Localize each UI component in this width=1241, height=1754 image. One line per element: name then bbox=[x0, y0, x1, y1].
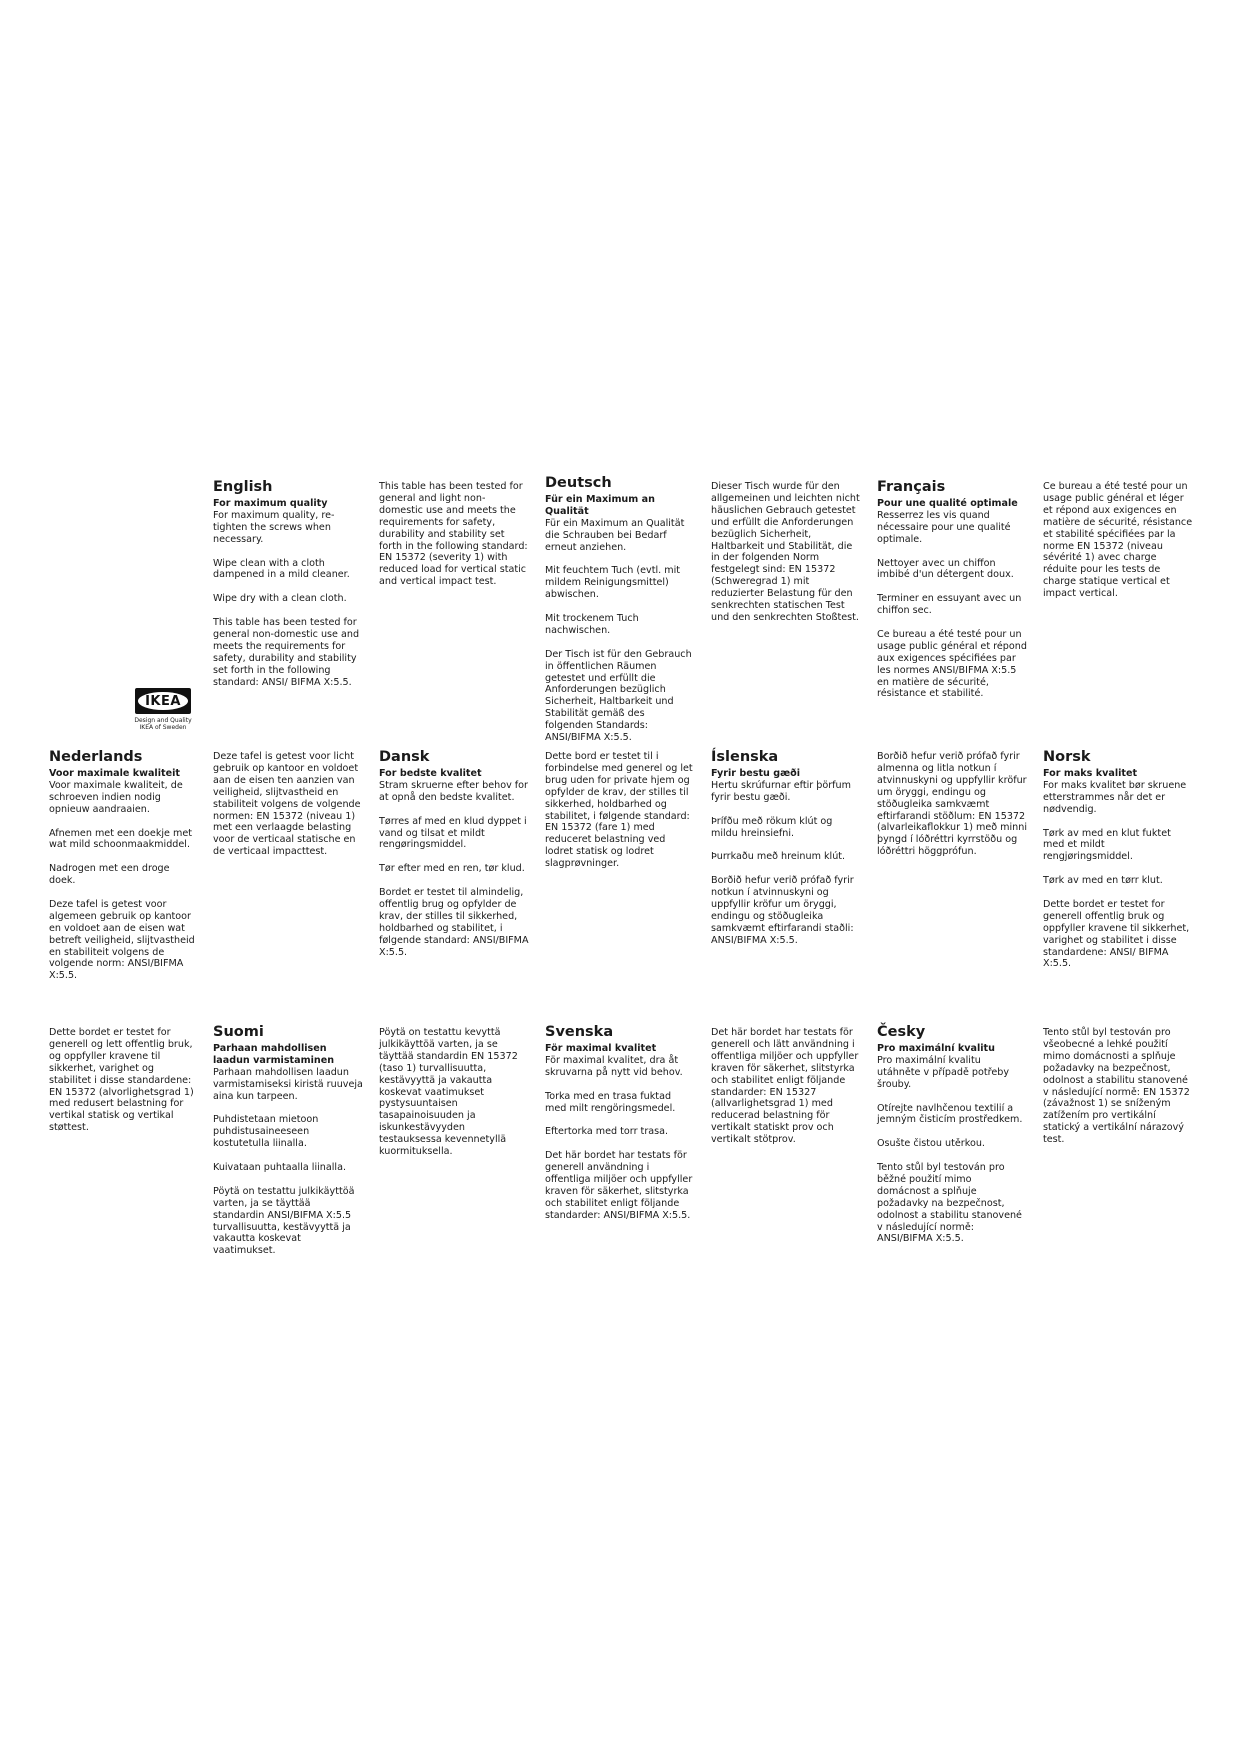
logo-tagline-2: IKEA of Sweden bbox=[139, 724, 187, 731]
english-continued-section bbox=[379, 481, 529, 588]
francais-heading: Français bbox=[877, 479, 946, 495]
suomi-paragraph-1: Parhaan mahdollisen laadun varmistamiseksi kiristä ruuveja aina kun tarpeen. bbox=[213, 1066, 363, 1102]
svenska-paragraph-4: Det här bordet har testats för generell användning i offentliga miljöer och uppfyller kraven för säkerhet, slitstyrka och stabilitet enligt följande standarder: ANSI/BIFMA X:5.5. bbox=[545, 1150, 693, 1221]
english-paragraph-1: For maximum quality, re-tighten the screws when necessary. bbox=[213, 509, 335, 545]
dansk-paragraph-3: Tør efter med en ren, tør klud. bbox=[379, 863, 525, 875]
cesky-continued-section bbox=[1043, 1027, 1193, 1146]
ikea-logo-text: IKEA bbox=[145, 693, 181, 709]
english-heading: English bbox=[213, 479, 273, 495]
svenska-heading: Svenska bbox=[545, 1024, 614, 1040]
cesky-continued-paragraph: Tento stůl byl testován pro všeobecné a lehké použití mimo domácnosti a splňuje požadavky na bezpečnost, odolnost a stabilitu stanovené v následující normě: EN 15372 (závažnost 1) se sníženým zatížením pro vertikální statický a vertikální nárazový test. bbox=[1043, 1027, 1190, 1146]
cesky-subheading: Pro maximální kvalitu bbox=[877, 1043, 995, 1054]
francais-continued-section bbox=[1043, 481, 1193, 600]
norsk-continued-section bbox=[49, 1027, 199, 1134]
cesky-section bbox=[877, 1023, 1027, 1245]
deutsch-paragraph-3: Mit trockenem Tuch nachwischen. bbox=[545, 613, 639, 636]
suomi-paragraph-4: Pöytä on testattu julkikäyttöä varten, ja se täyttää standardin ANSI/BIFMA X:5.5 turvallisuutta, kestävyyttä ja vakautta koskevat vaatimukset. bbox=[213, 1185, 355, 1257]
nederlands-paragraph-2: Afnemen met een doekje met wat mild schoonmaakmiddel. bbox=[49, 827, 192, 851]
cesky-paragraph-3: Osušte čistou utěrkou. bbox=[877, 1138, 985, 1150]
norsk-paragraph-3: Tørk av med en tørr klut. bbox=[1043, 875, 1163, 887]
islenska-subheading: Fyrir bestu gæði bbox=[711, 768, 801, 779]
francais-continued-paragraph: Ce bureau a été testé pour un usage public général et léger et répond aux exigences en matière de sécurité, résistance et stabilité spécifiées par la norme EN 15372 (niveau sévérité 1) avec charge réduite pour les tests de charge statique vertical et impact vertical. bbox=[1043, 481, 1193, 600]
francais-paragraph-2: Nettoyer avec un chiffon imbibé d'un détergent doux. bbox=[877, 557, 1014, 581]
nederlands-continued-paragraph: Deze tafel is getest voor licht gebruik op kantoor en voldoet aan de eisen ten aanzien van veiligheid, slijtvastheid en stabiliteit volgens de volgende normen: EN 15372 (niveau 1) met een verlaagde belasting voor de verticaal statische en de verticaal impacttest. bbox=[213, 751, 361, 858]
svenska-paragraph-1: För maximal kvalitet, dra åt skruvarna på nytt vid behov. bbox=[545, 1054, 683, 1078]
dansk-paragraph-4: Bordet er testet til almindelig, offentlig brug og opfylder de krav, der stilles til sikkerhed, holdbarhed og stabilitet, i følgende standard: ANSI/BIFMA X:5.5. bbox=[379, 887, 529, 958]
svenska-continued-section bbox=[711, 1027, 861, 1146]
cesky-paragraph-2: Otírejte navlhčenou textilií a jemným čisticím prostředkem. bbox=[877, 1102, 1023, 1126]
francais-section bbox=[877, 478, 1027, 700]
svenska-continued-paragraph: Det här bordet har testats för generell och lätt användning i offentliga miljöer och uppfyller kraven för säkerhet, slitstyrka och stabilitet enligt följande standarder: EN 15327 (allvarlighetsgrad 1) med reducerad belastning för vertikalt statiskt prov och vertikalt stötprov. bbox=[711, 1027, 859, 1146]
nederlands-paragraph-4: Deze tafel is getest voor algemeen gebruik op kantoor en voldoet aan de eisen wat betreft veiligheid, slijtvastheid en stabiliteit volgens de volgende norm: ANSI/BIFMA X:5.5. bbox=[49, 898, 195, 982]
islenska-continued-section bbox=[877, 751, 1027, 858]
deutsch-paragraph-4: Der Tisch ist für den Gebrauch in öffentlichen Räumen getestet und erfüllt die Anforderungen bezüglich Sicherheit, Haltbarkeit und Stabilität gemäß des folgenden Standards: ANSI/BIFMA X:5.5. bbox=[545, 648, 692, 744]
francais-subheading: Pour une qualité optimale bbox=[877, 498, 1018, 509]
svenska-section bbox=[545, 1023, 695, 1222]
norsk-heading: Norsk bbox=[1043, 749, 1091, 765]
svenska-paragraph-2: Torka med en trasa fuktad med milt rengöringsmedel. bbox=[545, 1090, 676, 1114]
nederlands-heading: Nederlands bbox=[49, 749, 143, 765]
francais-paragraph-3: Terminer en essuyant avec un chiffon sec. bbox=[877, 593, 1022, 617]
suomi-section bbox=[213, 1023, 363, 1257]
francais-paragraph-1: Resserrez les vis quand nécessaire pour une qualité optimale. bbox=[877, 509, 1011, 545]
deutsch-subheading: Für ein Maximum an Qualität bbox=[545, 494, 655, 517]
norsk-continued-paragraph: Dette bordet er testet for generell og lett offentlig bruk, og oppfyller kravene til sikkerhet, varighet og stabilitet i disse standardene: EN 15372 (alvorlighetsgrad 1) med redusert belastning for vertikal statisk og vertikal støttest. bbox=[49, 1027, 194, 1134]
norsk-paragraph-4: Dette bordet er testet for generell offentlig bruk og oppfyller kravene til sikkerhet, varighet og stabilitet i disse standardene: ANSI/ BIFMA X:5.5. bbox=[1043, 898, 1190, 970]
deutsch-paragraph-1: Für ein Maximum an Qualität die Schrauben bei Bedarf erneut anziehen. bbox=[545, 517, 685, 553]
nederlands-continued-section bbox=[213, 751, 363, 858]
dansk-subheading: For bedste kvalitet bbox=[379, 768, 482, 779]
ikea-logo bbox=[133, 688, 193, 731]
deutsch-continued-paragraph: Dieser Tisch wurde für den allgemeinen und leichten nicht häuslichen Gebrauch getestet und erfüllt die Anforderungen bezüglich Sicherheit, Haltbarkeit und Stabilität, die in der folgenden Norm festgelegt sind: EN 15372 (Schweregrad 1) mit reduzierter Belastung für den senkrechten statischen Test und den senkrechten Stoßtest. bbox=[711, 481, 860, 623]
ikea-logo-mark bbox=[135, 688, 191, 714]
dansk-continued-section bbox=[545, 751, 695, 870]
logo-tagline-1: Design and Quality bbox=[134, 717, 192, 724]
cesky-heading: Česky bbox=[877, 1024, 926, 1040]
english-paragraph-3: Wipe dry with a clean cloth. bbox=[213, 593, 347, 605]
norsk-section bbox=[1043, 748, 1193, 970]
english-paragraph-4: This table has been tested for general non-domestic use and meets the requirements for safety, durability and stability set forth in the following standard: ANSI/ BIFMA X:5.5. bbox=[213, 617, 360, 688]
suomi-subheading: Parhaan mahdollisen laadun varmistaminen bbox=[213, 1043, 335, 1066]
suomi-heading: Suomi bbox=[213, 1024, 264, 1040]
cesky-paragraph-4: Tento stůl byl testován pro běžné použití mimo domácnost a splňuje požadavky na bezpečnost, odolnost a stabilitu stanovené v následující normě: ANSI/BIFMA X:5.5. bbox=[877, 1162, 1022, 1245]
english-paragraph-2: Wipe clean with a cloth dampened in a mild cleaner. bbox=[213, 557, 350, 581]
deutsch-heading: Deutsch bbox=[545, 475, 612, 491]
suomi-paragraph-2: Puhdistetaan mietoon puhdistusaineeseen kostutetulla liinalla. bbox=[213, 1114, 319, 1150]
islenska-paragraph-1: Hertu skrúfurnar eftir þörfum fyrir bestu gæði. bbox=[711, 779, 851, 803]
english-continued-paragraph: This table has been tested for general and light non-domestic use and meets the requirements for safety, durability and stability set forth in the following standard: EN 15372 (severity 1) with reduced load for vertical static and vertical impact test. bbox=[379, 481, 528, 588]
english-subheading: For maximum quality bbox=[213, 498, 328, 509]
nederlands-subheading: Voor maximale kwaliteit bbox=[49, 768, 180, 779]
deutsch-paragraph-2: Mit feuchtem Tuch (evtl. mit mildem Reinigungsmittel) abwischen. bbox=[545, 565, 681, 601]
dansk-section bbox=[379, 748, 529, 958]
english-section bbox=[213, 478, 363, 688]
dansk-heading: Dansk bbox=[379, 749, 430, 765]
cesky-paragraph-1: Pro maximální kvalitu utáhněte v případě potřeby šrouby. bbox=[877, 1054, 1010, 1090]
deutsch-section bbox=[545, 474, 695, 744]
islenska-paragraph-4: Borðið hefur verið prófað fyrir notkun í atvinnuskyni og uppfyllir kröfur um öryggi, endingu og stöðugleika samkvæmt eftirfarandi staðli: ANSI/BIFMA X:5.5. bbox=[711, 875, 854, 946]
suomi-continued-section bbox=[379, 1027, 529, 1158]
islenska-continued-paragraph: Borðið hefur verið prófað fyrir almenna og litla notkun í atvinnuskyni og uppfyllir kröfur um öryggi, endingu og stöðugleika samkvæmt eftirfarandi stöðlum: EN 15372 (alvarleikaflokkur 1) með minni þyngd í lóðréttri kyrrstöðu og lóðréttri höggprófun. bbox=[877, 751, 1027, 858]
svenska-paragraph-3: Eftertorka med torr trasa. bbox=[545, 1126, 669, 1138]
nederlands-paragraph-3: Nadrogen met een droge doek. bbox=[49, 863, 170, 887]
nederlands-paragraph-1: Voor maximale kwaliteit, de schroeven indien nodig opnieuw aandraaien. bbox=[49, 779, 183, 815]
norsk-paragraph-1: For maks kvalitet bør skruene etterstrammes når det er nødvendig. bbox=[1043, 779, 1187, 815]
suomi-continued-paragraph: Pöytä on testattu kevyttä julkikäyttöä varten, ja se täyttää standardin EN 15372 (taso 1) turvallisuutta, kestävyyttä ja vakautta koskevat vaatimukset pystysuuntaisen tasapainoisuuden ja iskunkestävyyden testauksessa kevennetyllä kuormituksella. bbox=[379, 1027, 518, 1158]
islenska-section bbox=[711, 748, 861, 947]
norsk-paragraph-2: Tørk av med en klut fuktet med et mildt rengjøringsmiddel. bbox=[1043, 827, 1171, 863]
dansk-continued-paragraph: Dette bord er testet til i forbindelse med generel og let brug uden for private hjem og opfylder de krav, der stilles til sikkerhed, holdbarhed og stabilitet, i følgende standard: EN 15372 (fare 1) med reduceret belastning ved lodret statisk og lodret slagprøvninger. bbox=[545, 751, 693, 870]
svenska-subheading: För maximal kvalitet bbox=[545, 1043, 657, 1054]
norsk-subheading: For maks kvalitet bbox=[1043, 768, 1138, 779]
deutsch-continued-section bbox=[711, 481, 861, 624]
francais-paragraph-4: Ce bureau a été testé pour un usage public général et répond aux exigences spécifiées par les normes ANSI/BIFMA X:5.5 en matière de sécurité, résistance et stabilité. bbox=[877, 628, 1027, 700]
dansk-paragraph-2: Tørres af med en klud dyppet i vand og tilsat et mildt rengøringsmiddel. bbox=[379, 815, 527, 851]
islenska-paragraph-2: Þrífðu með rökum klút og mildu hreinsiefni. bbox=[711, 815, 833, 839]
suomi-paragraph-3: Kuivataan puhtaalla liinalla. bbox=[213, 1162, 347, 1174]
nederlands-section bbox=[49, 748, 199, 982]
dansk-paragraph-1: Stram skruerne efter behov for at opnå den bedste kvalitet. bbox=[379, 779, 528, 803]
islenska-heading: Íslenska bbox=[711, 749, 779, 765]
islenska-paragraph-3: Þurrkaðu með hreinum klút. bbox=[711, 851, 846, 863]
